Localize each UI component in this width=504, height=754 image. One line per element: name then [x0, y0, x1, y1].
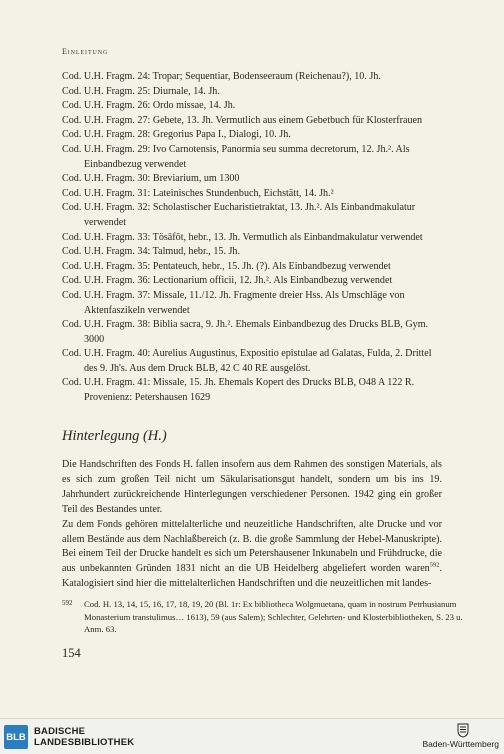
fragment-entry: Cod. U.H. Fragm. 34: Talmud, hebr., 15. Jh. — [62, 246, 240, 258]
footer-bar — [0, 718, 504, 754]
library-name-line: BADISCHE — [34, 726, 86, 737]
section-title: Hinterlegung (H.) — [62, 428, 167, 444]
footnote — [62, 597, 464, 636]
fragment-entry: Cod. U.H. Fragm. 37: Missale, 11./12. Jh. Fragmente dreier Hss. Als Umschläge von Aktenfaszikeln verwendet — [62, 289, 405, 316]
footnote-text: Cod. H. 13, 14, 15, 16, 17, 18, 19, 20 (Bl. 1r: Ex bibliotheca Wolgmuetana, quam in nostrum Petrhusianum Monasterium transtulimus… 1613), 59 (aus Salem); Schlechter, Gelehrten- und Klosterbibliotheken, S. 23 u. Anm. 63. — [84, 599, 463, 635]
fragment-entry: Cod. U.H. Fragm. 30: Breviarium, um 1300 — [62, 173, 240, 185]
fragment-entry: Cod. U.H. Fragm. 28: Gregorius Papa I., Dialogi, 10. Jh. — [62, 129, 291, 141]
paragraph-text: Zu dem Fonds gehören mittelalterliche und neuzeitliche Handschriften, alte Drucke und vor allem Bestände aus dem Nachlaßbereich (z. B. die große Sammlung der Hebel-Manuskripte). Bei einem Teil der Drucke handelt es sich um Petershausener Inkunabeln und Frühdrucke, die aus unbekannten Gründen 1831 nicht an die UB Heidelberg abgeliefert worden waren — [62, 518, 442, 575]
fragment-entry: Cod. U.H. Fragm. 40: Aurelius Augustinus, Expositio epistulae ad Galatas, Fulda, 2. Drittel des 9. Jh's. Aus dem Druck BLB, 42 C 40 RE ausgelöst. — [62, 348, 432, 374]
fragment-entry: Cod. U.H. Fragm. 27: Gebete, 13. Jh. Vermutlich aus einem Gebetbuch für Klosterfrauen — [62, 114, 423, 126]
page-number: 154 — [62, 646, 81, 660]
footnote-number: 592 — [62, 599, 73, 607]
paragraph — [62, 518, 442, 593]
blb-logo[interactable]: BLB — [4, 725, 28, 749]
fragment-entry: Cod. U.H. Fragm. 31: Lateinisches Stundenbuch, Eichstätt, 14. Jh.² — [62, 187, 334, 199]
fragment-entry: Cod. U.H. Fragm. 24: Tropar; Sequentiar, Bodenseeraum (Reichenau?), 10. Jh. — [62, 71, 381, 82]
fragment-entry: Cod. U.H. Fragm. 32: Scholastischer Eucharistietraktat, 13. Jh.². Als Einbandmakulatur verwendet — [62, 202, 416, 228]
running-head: Einleitung — [62, 47, 109, 56]
fragment-entry: Cod. U.H. Fragm. 33: Tösāfōt, hebr., 13. Jh. Vermutlich als Einbandmakulatur verwendet — [62, 231, 423, 243]
footnote-reference[interactable]: 592 — [429, 561, 440, 569]
region-label: Baden-Württemberg — [422, 739, 499, 749]
fragment-entry: Cod. U.H. Fragm. 29: Ivo Carnotensis, Panormia seu summa decretorum, 12. Jh.². Als Einbandbezug verwendet — [62, 143, 410, 170]
library-name-line: LANDESBIBLIOTHEK — [34, 737, 135, 748]
coat-of-arms-icon — [455, 722, 471, 738]
fragment-entry: Cod. U.H. Fragm. 36: Lectionarium officii, 12. Jh.². Als Einbandbezug verwendet — [62, 275, 393, 287]
fragment-entry: Cod. U.H. Fragm. 35: Pentateuch, hebr., 15. Jh. (?). Als Einbandbezug verwendet — [62, 260, 391, 272]
fragment-entry: Cod. U.H. Fragm. 38: Biblia sacra, 9. Jh.². Ehemals Einbandbezug des Drucks BLB, Gym. 3000 — [62, 319, 429, 345]
fragment-list — [62, 70, 442, 406]
paragraph-text: . Katalogisiert sind hier die mittelalterlichen Handschriften und die neuzeitlichen mit landes- — [62, 563, 442, 590]
body-text — [62, 458, 442, 592]
library-name — [34, 726, 134, 748]
fragment-entry: Cod. U.H. Fragm. 41: Missale, 15. Jh. Ehemals Kopert des Drucks BLB, O48 A 122 R. Provenienz: Petershausen 1629 — [62, 377, 415, 404]
paragraph: Die Handschriften des Fonds H. fallen insofern aus dem Rahmen des sonstigen Materials, als es sich zum großen Teil nicht um Säkularisationsgut handelt, sondern um bis ins 19. Jahrhundert zurückreichende Hinterlegungen verschiedener Personen. 1942 ging ein großer Teil des Bestandes unter. — [62, 459, 442, 515]
fragment-entry: Cod. U.H. Fragm. 26: Ordo missae, 14. Jh. — [62, 100, 236, 112]
fragment-entry: Cod. U.H. Fragm. 25: Diurnale, 14. Jh. — [62, 85, 220, 97]
